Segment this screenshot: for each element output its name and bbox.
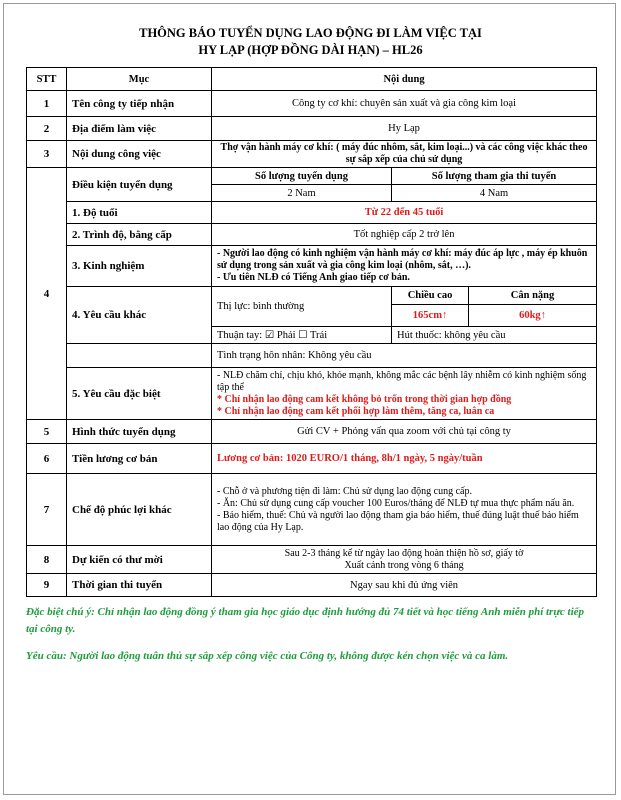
row-content (212, 546, 597, 574)
recruitment-table (26, 67, 597, 597)
row-label: Địa điểm làm việc (67, 117, 212, 141)
table-row (27, 344, 597, 368)
row-stt: 6 (27, 444, 67, 474)
row-label-yeucau: 4. Yêu cầu khác (67, 287, 212, 344)
row-stt: 1 (27, 91, 67, 117)
table-row (27, 202, 597, 224)
row-content: Hy Lạp (212, 117, 597, 141)
phucloi-line1: - Chỗ ở và phương tiện đi làm: Chủ sử dụng lao động cung cấp. (217, 485, 472, 497)
requirement-note: Yêu cầu: Người lao động tuân thủ sự sắp xếp công việc của Công ty, không được kén chọn việc và ca làm. (26, 650, 509, 662)
row-stt: 7 (27, 474, 67, 546)
row-label: Chế độ phúc lợi khác (67, 474, 212, 546)
table-row (27, 246, 597, 287)
page-title-line1: THÔNG BÁO TUYỂN DỤNG LAO ĐỘNG ĐI LÀM VIỆC TẠI (139, 26, 482, 40)
dacbiet-line2: * Chỉ nhận lao động cam kết không bỏ trốn trong thời gian hợp đồng (217, 393, 512, 405)
honnhan-value: Tình trạng hôn nhân: Không yêu cầu (212, 344, 597, 368)
row-label-tuoi: 1. Độ tuổi (67, 202, 212, 224)
table-header-row (27, 68, 597, 91)
table-row (27, 141, 597, 168)
kinhnghiem-content (212, 246, 597, 287)
row-label: Hình thức tuyển dụng (67, 420, 212, 444)
row-content: Công ty cơ khí: chuyên sản xuất và gia công kim loại (212, 91, 597, 117)
dacbiet-line3: * Chỉ nhận lao động cam kết phối hợp làm thêm, tăng ca, luân ca (217, 405, 495, 417)
table-row (27, 168, 597, 185)
table-row (27, 420, 597, 444)
row-stt: 4 (27, 168, 67, 420)
sl-thi-label: Số lượng tham gia thi tuyển (392, 168, 597, 185)
thiluc-value: Thị lực: bình thường (212, 287, 392, 327)
table-row (27, 546, 597, 574)
table-row (27, 91, 597, 117)
special-note: Đặc biệt chú ý: Chỉ nhận lao động đồng ý tham gia học giáo dục định hướng đủ 74 tiết và học tiếng Anh miễn phí trực tiếp tại công ty. (26, 606, 585, 635)
row-label: Thời gian thi tuyển (67, 574, 212, 597)
row-label: Tên công ty tiếp nhận (67, 91, 212, 117)
row-label-kinhnghiem: 3. Kinh nghiệm (67, 246, 212, 287)
row-stt: 9 (27, 574, 67, 597)
row-content (212, 474, 597, 546)
row-stt: 3 (27, 141, 67, 168)
table-row (27, 574, 597, 597)
row-stt: 2 (27, 117, 67, 141)
cannang-label: Cân nặng (469, 287, 597, 305)
row-content: Ngay sau khi đủ ứng viên (212, 574, 597, 597)
phucloi-line2: - Ăn: Chủ sử dụng cung cấp voucher 100 Euros/tháng để NLĐ tự mua thực phẩm nấu ăn. (217, 497, 575, 509)
hutthuoc-value: Hút thuốc: không yêu cầu (392, 327, 597, 344)
row-content: Thợ vận hành máy cơ khí: ( máy đúc nhôm, sắt, kim loại...) và các công việc khác theo sự sắp xếp của chủ sử dụng (212, 141, 597, 168)
row-content: Lương cơ bản: 1020 EURO/1 tháng, 8h/1 ngày, 5 ngày/tuần (212, 444, 597, 474)
header-stt: STT (27, 68, 67, 91)
row-label: Nội dung công việc (67, 141, 212, 168)
table-row (27, 224, 597, 246)
table-row (27, 474, 597, 546)
tuoi-value: Từ 22 đến 45 tuổi (212, 202, 597, 224)
table-row (27, 117, 597, 141)
thumoi-line1: Sau 2-3 tháng kể từ ngày lao động hoàn thiện hồ sơ, giấy tờ (284, 547, 524, 559)
row-label-dieukien: Điều kiện tuyển dụng (67, 168, 212, 202)
chieucao-label: Chiều cao (392, 287, 469, 305)
thuantay-value: Thuận tay: ☑ Phải ☐ Trái (212, 327, 392, 344)
table-row (27, 287, 597, 305)
page-title-line2: HY LẠP (HỢP ĐỒNG DÀI HẠN) – HL26 (198, 43, 423, 57)
phucloi-line3: - Bảo hiểm, thuế: Chủ và người lao động tham gia bảo hiểm, thuế đúng luật thuế bảo hiểm lao động của Hy Lạp. (217, 509, 579, 533)
row-label-dacbiet: 5. Yêu cầu đặc biệt (67, 368, 212, 420)
sl-thi-value: 4 Nam (392, 185, 597, 202)
row-label: Tiền lương cơ bản (67, 444, 212, 474)
kinhnghiem-line1: - Người lao động có kinh nghiệm vận hành máy cơ khí: máy đúc áp lực , máy ép khuôn sử dụng trong sản xuất và gia công kim loại (nhôm, sắt, …). (217, 248, 588, 271)
chieucao-value: 165cm↑ (392, 305, 469, 327)
thumoi-line2: Xuất cảnh trong vòng 6 tháng (344, 559, 464, 571)
trinhdo-value: Tốt nghiệp cấp 2 trở lên (212, 224, 597, 246)
header-muc: Mục (67, 68, 212, 91)
sl-tuyen-value: 2 Nam (212, 185, 392, 202)
dacbiet-line1: - NLĐ chăm chỉ, chịu khó, khỏe mạnh, không mắc các bệnh lây nhiễm có kinh nghiệm sống tập thể (217, 369, 587, 393)
row-content: Gửi CV + Phỏng vấn qua zoom với chủ tại công ty (212, 420, 597, 444)
row-label-trinhdo: 2. Trình độ, bằng cấp (67, 224, 212, 246)
row-stt: 8 (27, 546, 67, 574)
row-stt: 5 (27, 420, 67, 444)
header-noidung: Nội dung (212, 68, 597, 91)
cannang-value: 60kg↑ (469, 305, 597, 327)
sl-tuyen-label: Số lượng tuyển dụng (212, 168, 392, 185)
table-row (27, 368, 597, 420)
table-row (27, 444, 597, 474)
row-label: Dự kiến có thư mời (67, 546, 212, 574)
kinhnghiem-line2: - Ưu tiên NLĐ có Tiếng Anh giao tiếp cơ bản. (217, 272, 410, 283)
dacbiet-content (212, 368, 597, 420)
